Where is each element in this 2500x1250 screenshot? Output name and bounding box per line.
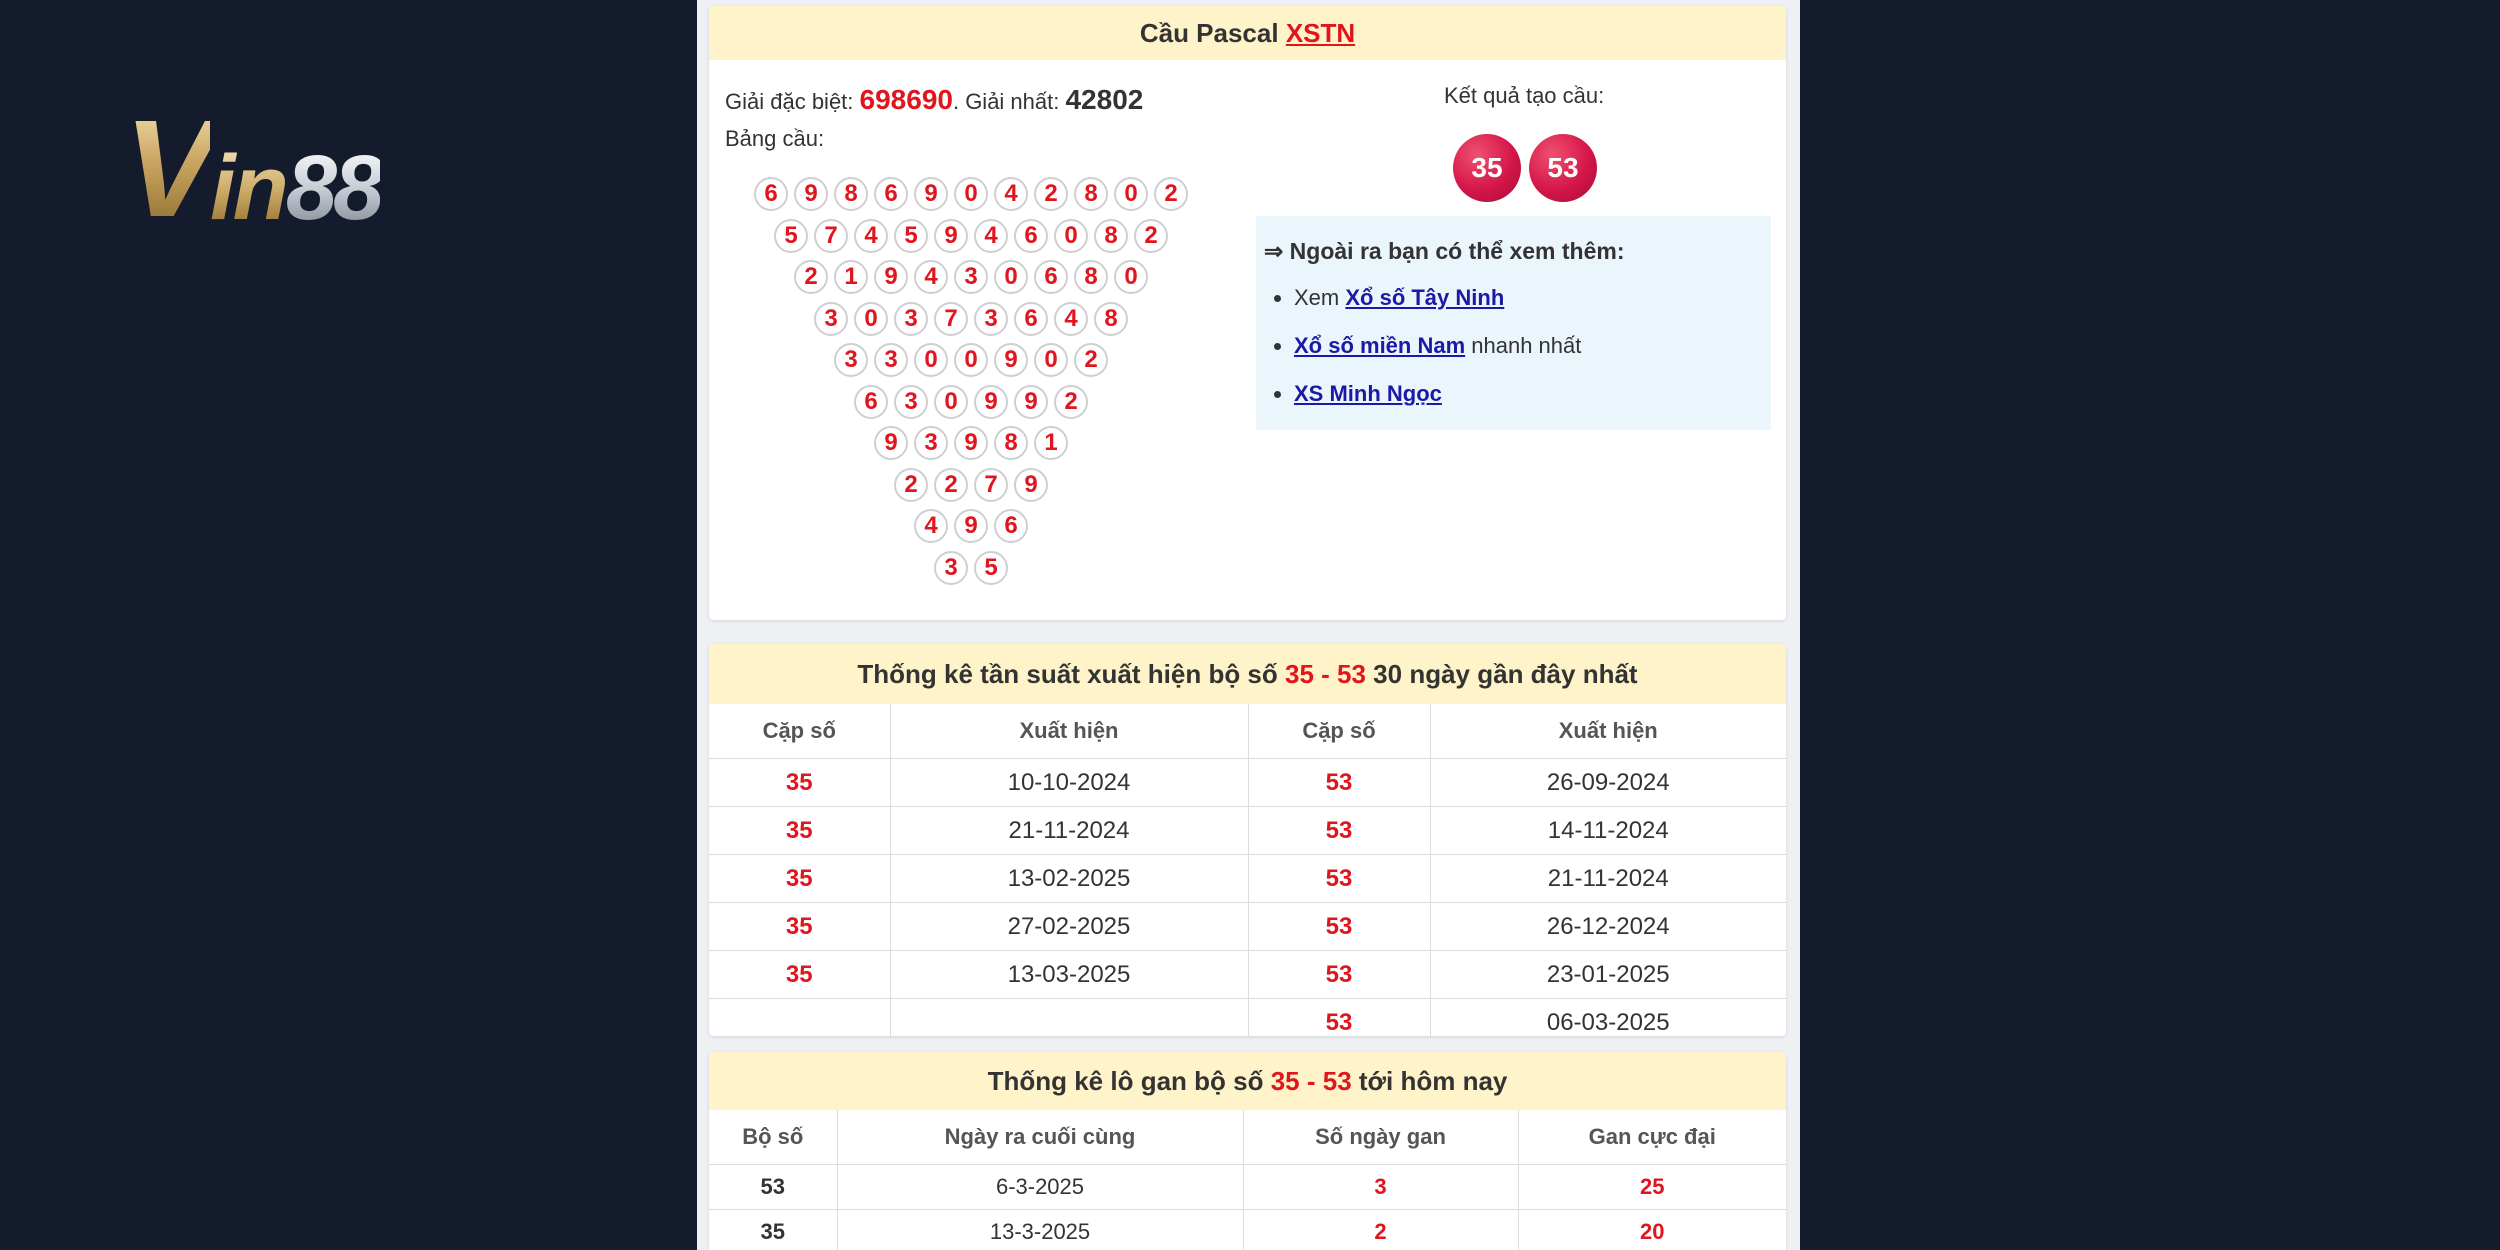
pascal-digit: 5 bbox=[894, 219, 928, 253]
frequency-table bbox=[709, 704, 1786, 1036]
max-gan-cell: 25 bbox=[1518, 1165, 1786, 1210]
column-header: Ngày ra cuối cùng bbox=[837, 1110, 1243, 1165]
pascal-digit: 5 bbox=[974, 551, 1008, 585]
pascal-digit: 2 bbox=[934, 468, 968, 502]
pair-cell: 35 bbox=[709, 903, 890, 951]
pascal-digit: 3 bbox=[814, 302, 848, 336]
frequency-title bbox=[709, 644, 1786, 704]
table-row bbox=[709, 1165, 1786, 1210]
special-prize-value: 698690 bbox=[859, 84, 953, 115]
pascal-digit: 7 bbox=[934, 302, 968, 336]
pair-cell: 53 bbox=[1248, 759, 1430, 807]
column-header: Cặp số bbox=[1248, 704, 1430, 759]
date-cell: 21-11-2024 bbox=[1430, 855, 1786, 903]
max-gan-cell: 20 bbox=[1518, 1210, 1786, 1250]
xoso-mien-nam-link[interactable]: Xổ số miền Nam bbox=[1294, 333, 1466, 358]
pascal-digit: 0 bbox=[954, 177, 988, 211]
pair-cell: 53 bbox=[709, 1165, 837, 1210]
date-cell: 23-01-2025 bbox=[1430, 951, 1786, 999]
pair-cell: 35 bbox=[709, 855, 890, 903]
pascal-digit: 2 bbox=[1154, 177, 1188, 211]
pascal-table-label: Bảng cầu: bbox=[725, 126, 825, 151]
vin88-logo bbox=[124, 92, 480, 246]
date-cell: 26-12-2024 bbox=[1430, 903, 1786, 951]
frequency-title-pair: 35 - 53 bbox=[1285, 659, 1366, 689]
gan-days-cell: 3 bbox=[1243, 1165, 1518, 1210]
pascal-digit: 6 bbox=[754, 177, 788, 211]
special-prize-label: Giải đặc biệt: bbox=[725, 89, 854, 114]
pascal-digit: 6 bbox=[1014, 219, 1048, 253]
pascal-digit: 9 bbox=[914, 177, 948, 211]
pascal-digit: 0 bbox=[1114, 177, 1148, 211]
pascal-digit: 6 bbox=[854, 385, 888, 419]
pascal-digit: 2 bbox=[1134, 219, 1168, 253]
pascal-digit: 4 bbox=[1054, 302, 1088, 336]
pascal-digit: 1 bbox=[1034, 426, 1068, 460]
see-more-item bbox=[1294, 371, 1771, 419]
pascal-digit: 3 bbox=[934, 551, 968, 585]
pascal-digit: 2 bbox=[794, 260, 828, 294]
last-date-cell: 13-3-2025 bbox=[837, 1210, 1243, 1250]
column-header: Xuất hiện bbox=[1430, 704, 1786, 759]
pascal-digit: 9 bbox=[974, 385, 1008, 419]
pascal-digit: 0 bbox=[1114, 260, 1148, 294]
pascal-digit: 6 bbox=[1034, 260, 1068, 294]
pascal-digit: 9 bbox=[994, 343, 1028, 377]
date-cell: 10-10-2024 bbox=[890, 759, 1248, 807]
see-more-title: ⇒ Ngoài ra bạn có thể xem thêm: bbox=[1264, 238, 1625, 264]
pascal-digit: 4 bbox=[994, 177, 1028, 211]
table-header-row bbox=[709, 704, 1786, 759]
date-cell: 27-02-2025 bbox=[890, 903, 1248, 951]
pascal-digit: 0 bbox=[1034, 343, 1068, 377]
pair-cell bbox=[709, 999, 890, 1037]
see-more-item bbox=[1294, 323, 1771, 371]
pascal-title-prefix: Cầu Pascal bbox=[1139, 18, 1279, 48]
logo-in: in bbox=[210, 137, 286, 239]
see-more-item1-prefix: Xem bbox=[1294, 285, 1346, 310]
pascal-digit: 6 bbox=[874, 177, 908, 211]
pascal-digit: 3 bbox=[874, 343, 908, 377]
pair-cell: 53 bbox=[1248, 903, 1430, 951]
pascal-digit: 8 bbox=[834, 177, 868, 211]
pair-cell: 53 bbox=[1248, 999, 1430, 1037]
pascal-digit: 6 bbox=[1014, 302, 1048, 336]
pair-cell: 35 bbox=[709, 951, 890, 999]
pair-cell: 35 bbox=[709, 1210, 837, 1250]
column-header: Số ngày gan bbox=[1243, 1110, 1518, 1165]
pascal-digit: 9 bbox=[1014, 468, 1048, 502]
pascal-digit: 3 bbox=[914, 426, 948, 460]
xstn-link[interactable]: XSTN bbox=[1285, 18, 1356, 48]
pair-cell: 53 bbox=[1248, 951, 1430, 999]
frequency-title-prefix: Thống kê tần suất xuất hiện bộ số bbox=[857, 659, 1285, 689]
pascal-digit: 8 bbox=[1074, 177, 1108, 211]
pascal-digit: 7 bbox=[974, 468, 1008, 502]
pascal-digit: 3 bbox=[894, 302, 928, 336]
pascal-digit: 9 bbox=[954, 426, 988, 460]
xs-minh-ngoc-link[interactable]: XS Minh Ngọc bbox=[1294, 381, 1442, 406]
pascal-digit: 3 bbox=[954, 260, 988, 294]
pascal-digit: 8 bbox=[1074, 260, 1108, 294]
pascal-digit: 4 bbox=[974, 219, 1008, 253]
logo-v: V bbox=[124, 92, 211, 246]
result-label: Kết quả tạo cầu: bbox=[1444, 83, 1605, 108]
pascal-digit: 4 bbox=[854, 219, 888, 253]
result-ball: 35 bbox=[1453, 134, 1521, 202]
pascal-digit: 2 bbox=[1034, 177, 1068, 211]
logo-88: 88 bbox=[285, 137, 381, 239]
see-more-box bbox=[1256, 216, 1771, 430]
pascal-digit: 8 bbox=[1094, 219, 1128, 253]
column-header: Bộ số bbox=[709, 1110, 837, 1165]
frequency-card bbox=[709, 644, 1786, 1036]
pair-cell: 53 bbox=[1248, 807, 1430, 855]
pascal-digit: 4 bbox=[914, 260, 948, 294]
date-cell: 06-03-2025 bbox=[1430, 999, 1786, 1037]
pascal-digit: 6 bbox=[994, 509, 1028, 543]
pascal-card bbox=[709, 6, 1786, 620]
pascal-digit: 9 bbox=[794, 177, 828, 211]
table-row bbox=[709, 903, 1786, 951]
date-cell: 14-11-2024 bbox=[1430, 807, 1786, 855]
table-row bbox=[709, 951, 1786, 999]
column-header: Cặp số bbox=[709, 704, 890, 759]
frequency-title-suffix: 30 ngày gần đây nhất bbox=[1365, 659, 1638, 689]
pascal-digit: 3 bbox=[834, 343, 868, 377]
content-column bbox=[697, 0, 1800, 1250]
first-prize-label: . Giải nhất: bbox=[952, 89, 1060, 114]
pascal-digit: 2 bbox=[1054, 385, 1088, 419]
gan-card bbox=[709, 1052, 1786, 1250]
table-row bbox=[709, 855, 1786, 903]
column-header: Xuất hiện bbox=[890, 704, 1248, 759]
date-cell: 21-11-2024 bbox=[890, 807, 1248, 855]
pascal-digit: 0 bbox=[994, 260, 1028, 294]
gan-table bbox=[709, 1110, 1786, 1250]
gan-title-suffix: tới hôm nay bbox=[1351, 1066, 1508, 1096]
date-cell: 26-09-2024 bbox=[1430, 759, 1786, 807]
pascal-digit: 3 bbox=[974, 302, 1008, 336]
pair-cell: 53 bbox=[1248, 855, 1430, 903]
gan-days-cell: 2 bbox=[1243, 1210, 1518, 1250]
pascal-digit: 0 bbox=[954, 343, 988, 377]
result-ball: 53 bbox=[1529, 134, 1597, 202]
table-header-row bbox=[709, 1110, 1786, 1165]
pascal-digit: 0 bbox=[934, 385, 968, 419]
pascal-digit: 9 bbox=[954, 509, 988, 543]
table-row bbox=[709, 999, 1786, 1037]
see-more-item bbox=[1294, 275, 1771, 323]
pascal-digit: 2 bbox=[894, 468, 928, 502]
pascal-digit: 1 bbox=[834, 260, 868, 294]
gan-title bbox=[709, 1052, 1786, 1110]
pascal-digit: 0 bbox=[854, 302, 888, 336]
pascal-digit: 2 bbox=[1074, 343, 1108, 377]
pascal-digit: 8 bbox=[1094, 302, 1128, 336]
date-cell: 13-02-2025 bbox=[890, 855, 1248, 903]
pascal-digit: 9 bbox=[934, 219, 968, 253]
table-row bbox=[709, 1210, 1786, 1250]
last-date-cell: 6-3-2025 bbox=[837, 1165, 1243, 1210]
pascal-digit: 0 bbox=[1054, 219, 1088, 253]
gan-title-prefix: Thống kê lô gan bộ số bbox=[987, 1066, 1271, 1096]
pascal-digit: 9 bbox=[874, 426, 908, 460]
gan-title-pair: 35 - 53 bbox=[1270, 1066, 1352, 1096]
pascal-digit: 4 bbox=[914, 509, 948, 543]
first-prize-value: 42802 bbox=[1065, 84, 1144, 115]
date-cell bbox=[890, 999, 1248, 1037]
xoso-tay-ninh-link[interactable]: Xổ số Tây Ninh bbox=[1345, 285, 1505, 310]
date-cell: 13-03-2025 bbox=[890, 951, 1248, 999]
pascal-digit: 9 bbox=[1014, 385, 1048, 419]
pascal-digit: 3 bbox=[894, 385, 928, 419]
pascal-digit: 9 bbox=[874, 260, 908, 294]
pascal-digit: 0 bbox=[914, 343, 948, 377]
pair-cell: 35 bbox=[709, 759, 890, 807]
pair-cell: 35 bbox=[709, 807, 890, 855]
pascal-digit: 7 bbox=[814, 219, 848, 253]
pascal-digit: 5 bbox=[774, 219, 808, 253]
table-row bbox=[709, 807, 1786, 855]
column-header: Gan cực đại bbox=[1518, 1110, 1786, 1165]
table-row bbox=[709, 759, 1786, 807]
pascal-digit: 8 bbox=[994, 426, 1028, 460]
see-more-item2-suffix: nhanh nhất bbox=[1465, 333, 1582, 358]
